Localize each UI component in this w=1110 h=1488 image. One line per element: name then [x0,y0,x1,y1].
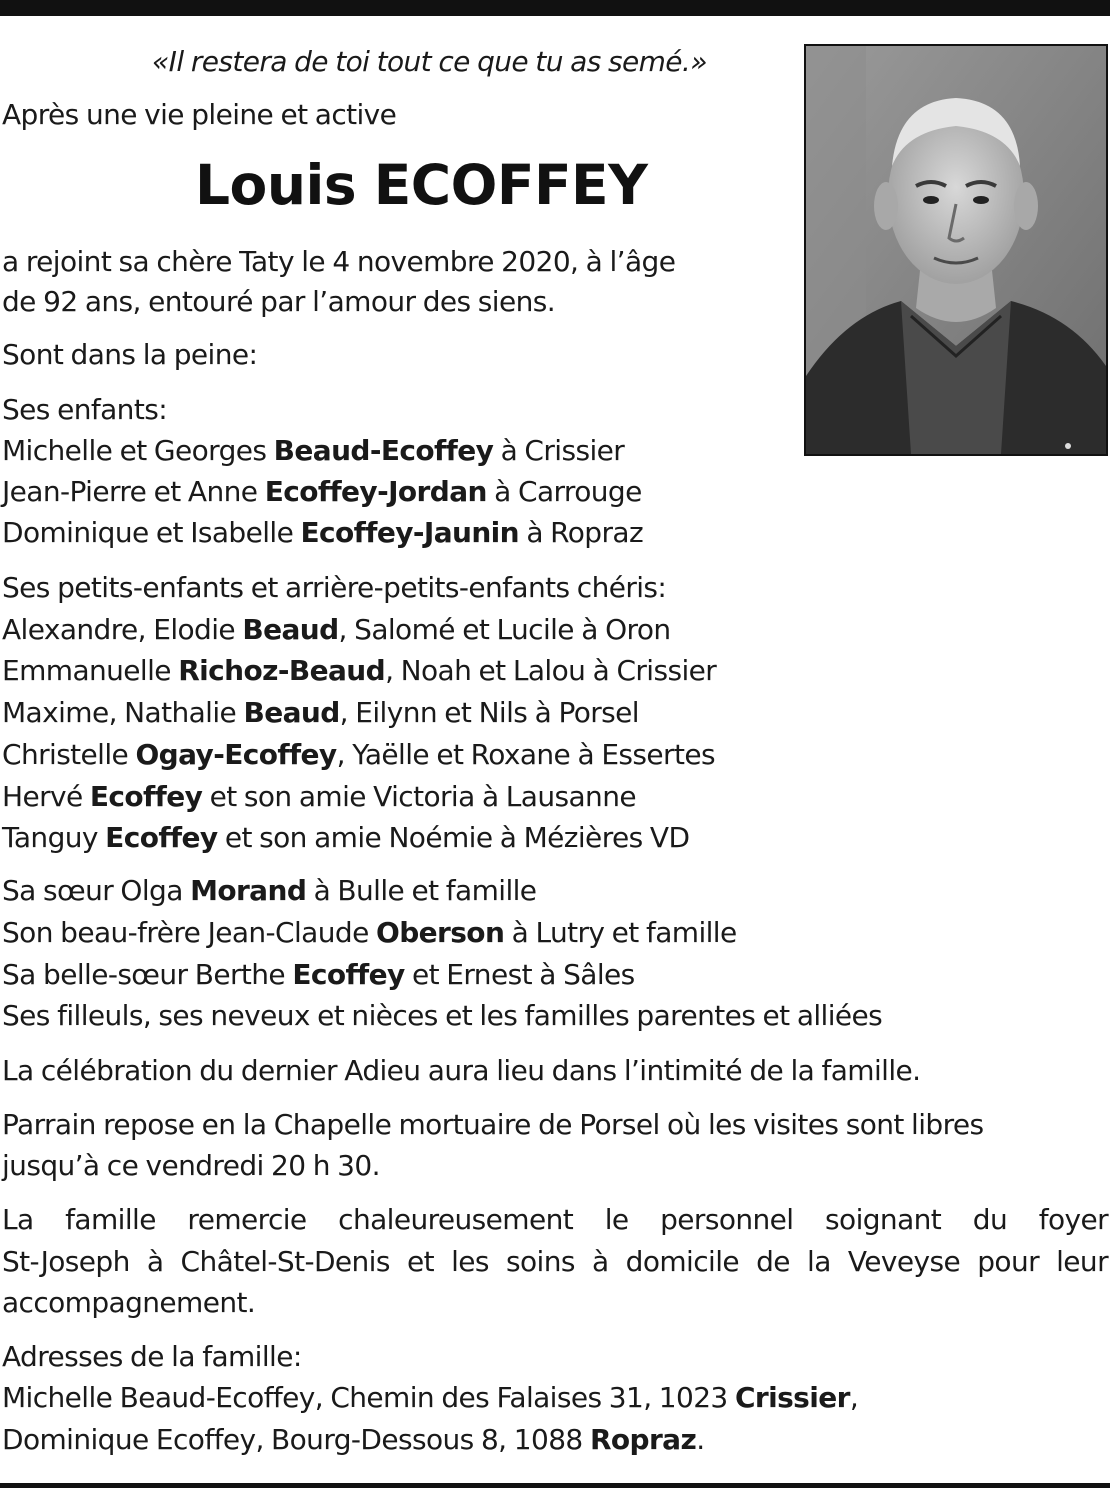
grandchild-text: Christelle [2,738,136,771]
epigraph-quote: «Il restera de toi tout ce que tu as semé.» [152,45,707,78]
relative-text: Son beau-frère Jean-Claude [2,916,376,949]
relative-family-name: Ecoffey [292,958,405,991]
thanks-line-1: La famille remercie chaleureusement le personnel soignant du foyer [2,1203,1108,1236]
grandchild-family-name: Beaud [242,613,339,646]
child-family-name: Ecoffey-Jordan [264,475,487,508]
grandchild-rest: et son amie Victoria à Lausanne [202,780,636,813]
announcement-line-2: de 92 ans, entouré par l’amour des siens. [2,285,556,318]
visits-line-1: Parrain repose en la Chapelle mortuaire de Porsel où les visites sont libres [2,1108,984,1141]
ceremony-line: La célébration du dernier Adieu aura lieu dans l’intimité de la famille. [2,1054,921,1087]
grandchild-text: Maxime, Nathalie [2,696,244,729]
grandchild-family-name: Richoz-Beaud [178,654,386,687]
child-text: Michelle et Georges [2,434,274,467]
relative-line [2,999,882,1033]
grandchild-family-name: Ecoffey [105,821,218,854]
mourning-intro: Sont dans la peine: [2,338,258,371]
visits-line-2: jusqu’à ce vendredi 20 h 30. [2,1149,380,1182]
top-rule [0,0,1110,16]
grandchild-rest: , Yaëlle et Roxane à Essertes [336,738,715,771]
address-town: Ropraz [589,1423,697,1456]
grandchild-line [2,696,639,730]
address-punct: , [849,1381,859,1414]
child-line [2,516,643,550]
address-text: Dominique Ecoffey, Bourg-Dessous 8, 1088 [2,1423,590,1456]
child-text: Jean-Pierre et Anne [2,475,265,508]
intro-line: Après une vie pleine et active [2,98,397,131]
portrait-photo [804,44,1108,456]
relative-rest: à Lutry et famille [504,916,737,949]
child-line [2,475,642,509]
child-line [2,434,624,468]
thanks-line-2: St-Joseph à Châtel-St-Denis et les soins à domicile de la Veveyse pour leur [2,1245,1108,1278]
grandchild-family-name: Ecoffey [89,780,203,813]
relative-line [2,916,737,950]
bottom-rule [0,1483,1110,1488]
thanks-line-3: accompagnement. [2,1286,256,1319]
grandchild-rest: , Eilynn et Nils à Porsel [339,696,639,729]
address-line [2,1381,858,1415]
relative-line [2,874,536,908]
relative-text: Ses filleuls, ses neveux et nièces et les familles parentes et alliées [2,999,883,1032]
child-text: Dominique et Isabelle [2,516,301,549]
relative-rest: à Bulle et famille [306,874,537,907]
grandchild-line [2,613,671,647]
child-family-name: Beaud-Ecoffey [273,434,494,467]
child-place: à Ropraz [519,516,644,549]
relative-line [2,958,635,992]
relative-rest: et Ernest à Sâles [404,958,635,991]
child-place: à Crissier [493,434,625,467]
child-family-name: Ecoffey-Jaunin [300,516,520,549]
address-punct: . [696,1423,705,1456]
children-heading: Ses enfants: [2,393,168,426]
address-line [2,1423,705,1457]
relative-text: Sa belle-sœur Berthe [2,958,293,991]
grandchild-rest: et son amie Noémie à Mézières VD [217,821,690,854]
grandchild-line [2,738,715,772]
grandchild-text: Hervé [2,780,90,813]
grandchild-text: Tanguy [2,821,106,854]
child-place: à Carrouge [486,475,642,508]
grandchildren-heading: Ses petits-enfants et arrière-petits-enfants chéris: [2,571,667,604]
grandchild-family-name: Ogay-Ecoffey [135,738,337,771]
address-town: Crissier [734,1381,850,1414]
grandchild-text: Alexandre, Elodie [2,613,243,646]
relative-text: Sa sœur Olga [2,874,191,907]
grandchild-line [2,821,689,855]
announcement-line-1: a rejoint sa chère Taty le 4 novembre 2020, à l’âge [2,245,676,278]
grandchild-line [2,780,636,814]
relative-family-name: Morand [190,874,307,907]
address-text: Michelle Beaud-Ecoffey, Chemin des Falaises 31, 1023 [2,1381,735,1414]
addresses-heading: Adresses de la famille: [2,1340,302,1373]
grandchild-rest: , Noah et Lalou à Crissier [385,654,717,687]
grandchild-line [2,654,716,688]
relative-family-name: Oberson [376,916,505,949]
deceased-name: Louis ECOFFEY [195,153,648,217]
grandchild-rest: , Salomé et Lucile à Oron [338,613,671,646]
portrait-illustration [806,46,1106,454]
grandchild-text: Emmanuelle [2,654,179,687]
grandchild-family-name: Beaud [243,696,340,729]
